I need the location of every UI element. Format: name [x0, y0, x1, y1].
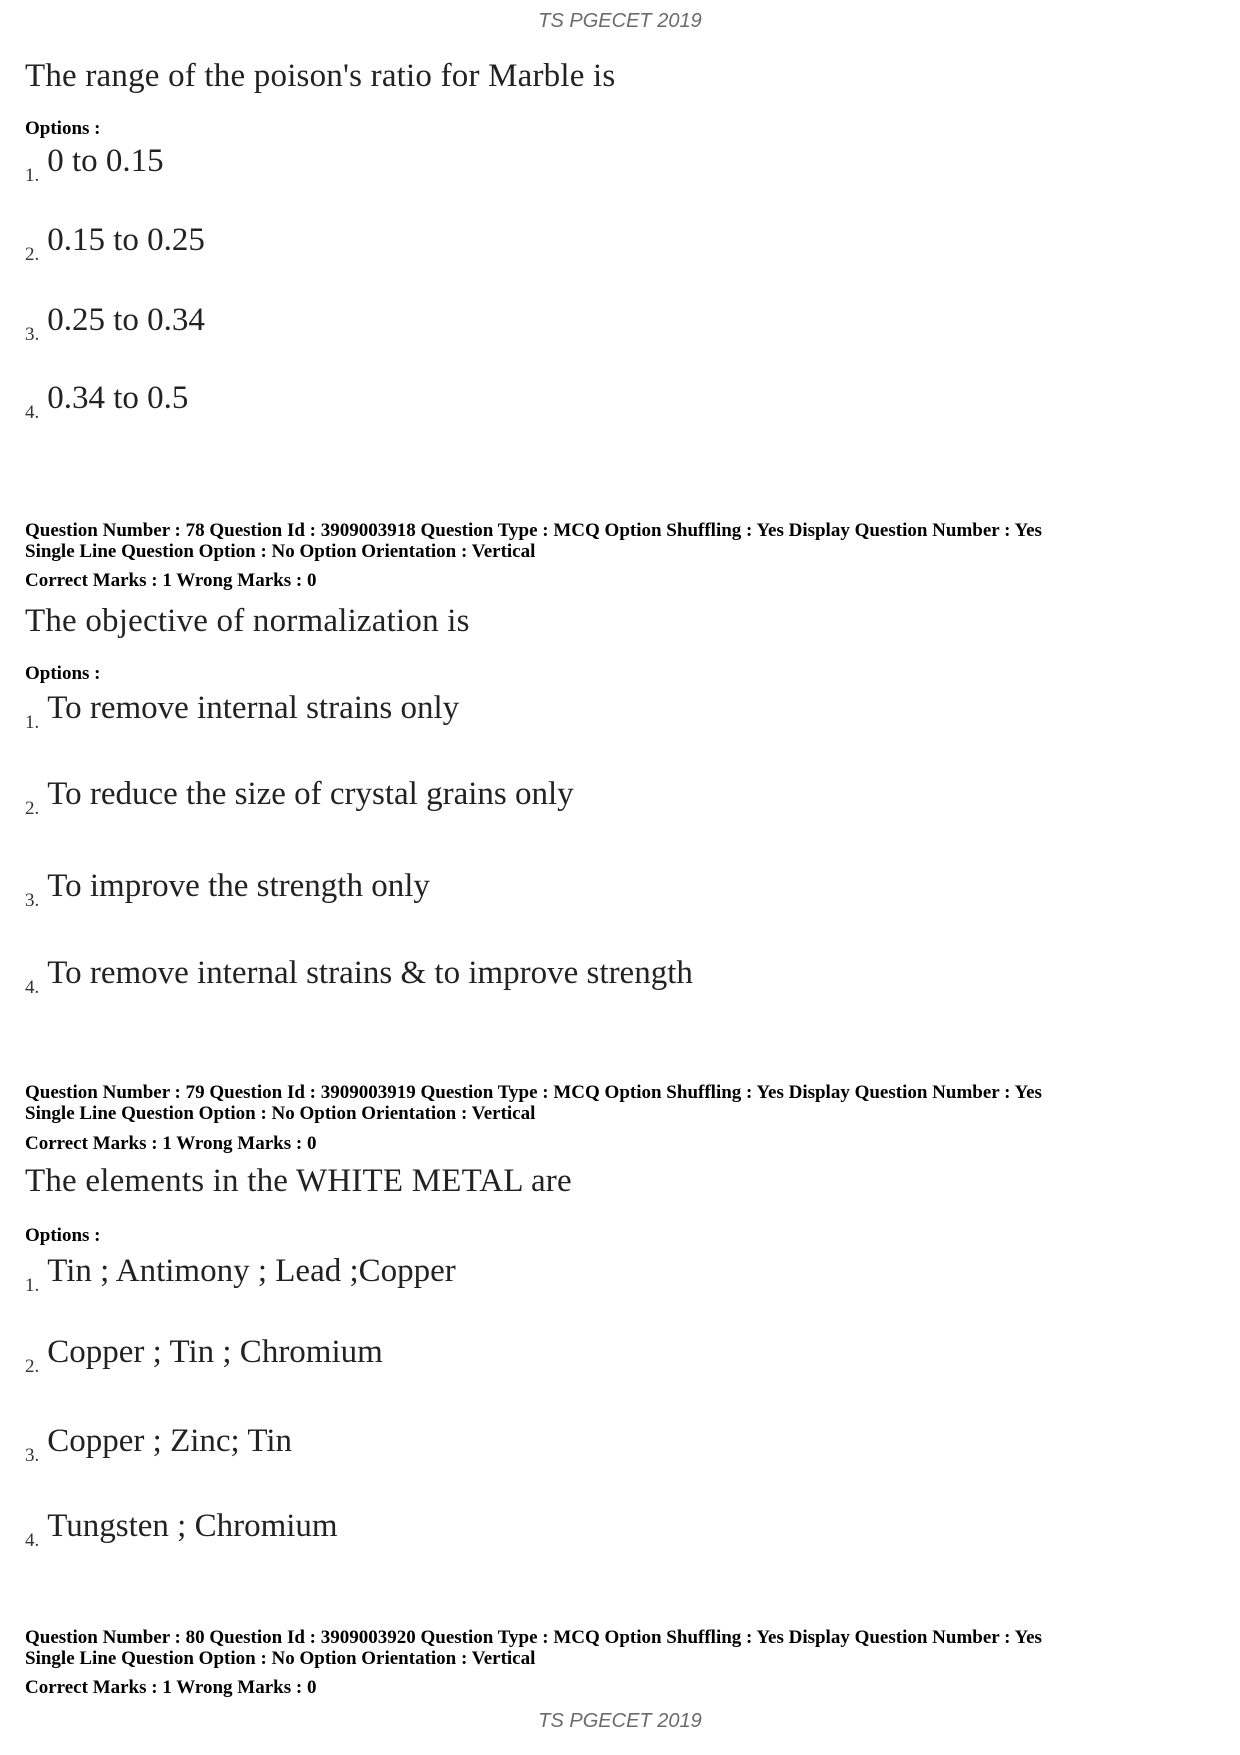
- q80-meta-line-2: Single Line Question Option : No Option Orientation : Vertical: [25, 1648, 536, 1669]
- question-77-text: The range of the poison's ratio for Marble is: [25, 58, 616, 94]
- q78-option-3[interactable]: [25, 868, 430, 911]
- option-number: 2.: [25, 244, 40, 265]
- page-header: TS PGECET 2019: [538, 10, 702, 32]
- q79-options-label: Options :: [25, 1225, 101, 1246]
- option-number: 2.: [25, 798, 40, 819]
- option-text: Copper ; Tin ; Chromium: [47, 1334, 383, 1370]
- q80-meta: [25, 1627, 1042, 1669]
- option-number: 3.: [25, 890, 40, 911]
- option-number: 4.: [25, 402, 40, 423]
- q78-marks: Correct Marks : 1 Wrong Marks : 0: [25, 570, 317, 591]
- option-text: 0.25 to 0.34: [47, 302, 205, 338]
- q79-meta: [25, 1082, 1042, 1124]
- option-number: 1.: [25, 712, 40, 733]
- option-number: 4.: [25, 977, 40, 998]
- q77-options-label: Options :: [25, 118, 101, 139]
- option-text: Tungsten ; Chromium: [47, 1508, 338, 1544]
- option-text: To reduce the size of crystal grains only: [47, 776, 574, 812]
- page-footer: TS PGECET 2019: [538, 1710, 702, 1732]
- option-text: To remove internal strains only: [47, 690, 460, 726]
- q78-meta-line-2: Single Line Question Option : No Option Orientation : Vertical: [25, 541, 536, 562]
- option-number: 3.: [25, 1445, 40, 1466]
- q77-option-4[interactable]: [25, 380, 189, 423]
- option-text: Copper ; Zinc; Tin: [47, 1423, 293, 1459]
- q79-option-4[interactable]: [25, 1508, 338, 1551]
- q78-meta: [25, 520, 1042, 562]
- q78-meta-line-1: Question Number : 78 Question Id : 3909003918 Question Type : MCQ Option Shuffling : Yes Display Question Number : Yes: [25, 520, 1042, 541]
- question-78-text: The objective of normalization is: [25, 603, 470, 639]
- option-text: 0.15 to 0.25: [47, 222, 205, 258]
- option-text: 0 to 0.15: [47, 143, 164, 179]
- option-number: 4.: [25, 1530, 40, 1551]
- q79-option-1[interactable]: [25, 1253, 456, 1296]
- q79-meta-line-2: Single Line Question Option : No Option Orientation : Vertical: [25, 1103, 536, 1124]
- q78-option-2[interactable]: [25, 776, 574, 819]
- option-number: 1.: [25, 165, 40, 186]
- q79-marks: Correct Marks : 1 Wrong Marks : 0: [25, 1133, 317, 1154]
- q77-option-2[interactable]: [25, 222, 205, 265]
- option-number: 3.: [25, 324, 40, 345]
- q78-options-label: Options :: [25, 663, 101, 684]
- q79-option-2[interactable]: [25, 1334, 383, 1377]
- q80-marks: Correct Marks : 1 Wrong Marks : 0: [25, 1677, 317, 1698]
- q77-option-3[interactable]: [25, 302, 205, 345]
- option-text: 0.34 to 0.5: [47, 380, 189, 416]
- question-79-text: The elements in the WHITE METAL are: [25, 1163, 572, 1199]
- option-text: To remove internal strains & to improve strength: [47, 955, 693, 991]
- q79-option-3[interactable]: [25, 1423, 293, 1466]
- q78-option-4[interactable]: [25, 955, 693, 998]
- option-number: 1.: [25, 1275, 40, 1296]
- option-number: 2.: [25, 1356, 40, 1377]
- option-text: Tin ; Antimony ; Lead ;Copper: [47, 1253, 456, 1289]
- q78-option-1[interactable]: [25, 690, 460, 733]
- option-text: To improve the strength only: [47, 868, 430, 904]
- q77-option-1[interactable]: [25, 143, 164, 186]
- q80-meta-line-1: Question Number : 80 Question Id : 3909003920 Question Type : MCQ Option Shuffling : Yes Display Question Number : Yes: [25, 1627, 1042, 1648]
- q79-meta-line-1: Question Number : 79 Question Id : 3909003919 Question Type : MCQ Option Shuffling : Yes Display Question Number : Yes: [25, 1082, 1042, 1103]
